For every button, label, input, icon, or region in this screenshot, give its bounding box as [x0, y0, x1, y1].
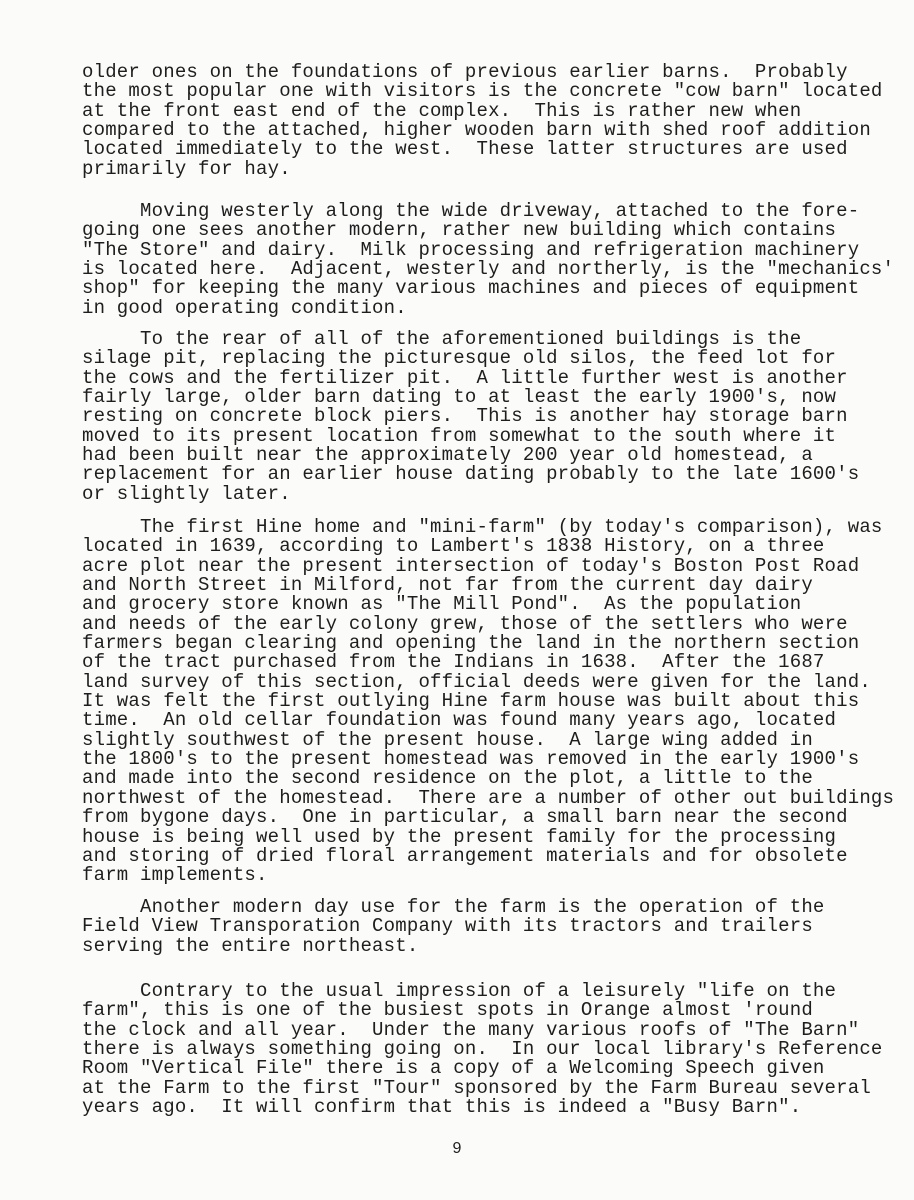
text-line: replacement for an earlier house dating probably to the late 1600's	[82, 463, 860, 486]
text-line: slightly southwest of the present house. A large wing added in	[82, 728, 813, 751]
text-line: older ones on the foundations of previous earlier barns. Probably	[82, 61, 848, 83]
text-line: years ago. It will confirm that this is indeed a "Busy Barn".	[82, 1096, 802, 1119]
text-line: moved to its present location from somewhat to the south where it	[82, 424, 837, 447]
paragraph	[82, 63, 883, 179]
text-line: of the tract purchased from the Indians in 1638. After the 1687	[82, 651, 825, 674]
text-line: farmers began clearing and opening the land in the northern section	[82, 632, 860, 655]
text-line: going one sees another modern, rather new building which contains	[82, 219, 837, 242]
text-line: Another modern day use for the farm is the operation of the	[82, 896, 825, 918]
text-line: shop" for keeping the many various machines and pieces of equipment	[82, 277, 860, 300]
text-line: and made into the second residence on the plot, a little to the	[82, 767, 813, 790]
text-line: located immediately to the west. These latter structures are used	[82, 138, 848, 161]
text-line: compared to the attached, higher wooden barn with shed roof addition	[82, 119, 871, 142]
text-line: time. An old cellar foundation was found many years ago, located	[82, 709, 837, 732]
paragraph	[82, 202, 894, 318]
text-line: acre plot near the present intersection of today's Boston Post Road	[82, 554, 860, 577]
paragraph	[82, 898, 825, 956]
text-line: farm", this is one of the busiest spots in Orange almost 'round	[82, 999, 813, 1022]
text-line: "The Store" and dairy. Milk processing and refrigeration machinery	[82, 238, 860, 261]
text-line: Room "Vertical File" there is a copy of a Welcoming Speech given	[82, 1057, 825, 1080]
text-line: or slightly later.	[82, 482, 291, 505]
text-line: resting on concrete block piers. This is another hay storage barn	[82, 405, 848, 428]
text-line: primarily for hay.	[82, 157, 291, 180]
text-line: farm implements.	[82, 864, 268, 887]
text-line: and North Street in Milford, not far from the current day dairy	[82, 574, 813, 597]
text-line: It was felt the first outlying Hine farm house was built about this	[82, 690, 860, 713]
text-line: had been built near the approximately 200 year old homestead, a	[82, 444, 813, 467]
text-line: the 1800's to the present homestead was removed in the early 1900's	[82, 748, 860, 771]
text-line: the most popular one with visitors is the concrete "cow barn" located	[82, 80, 883, 103]
text-line: fairly large, older barn dating to at least the early 1900's, now	[82, 386, 837, 409]
text-line: located in 1639, according to Lambert's 1838 History, on a three	[82, 535, 825, 558]
text-line: house is being well used by the present family for the processing	[82, 825, 837, 848]
text-line: and needs of the early colony grew, those of the settlers who were	[82, 612, 848, 635]
text-line: To the rear of all of the aforementioned buildings is the	[82, 328, 802, 350]
text-line: the clock and all year. Under the many various roofs of "The Barn"	[82, 1018, 860, 1041]
text-line: northwest of the homestead. There are a number of other out buildings	[82, 786, 895, 809]
text-line: the cows and the fertilizer pit. A little further west is another	[82, 366, 848, 389]
text-line: at the front east end of the complex. This is rather new when	[82, 99, 802, 122]
text-line: land survey of this section, official deeds were given for the land.	[82, 670, 871, 693]
text-line: serving the entire northeast.	[82, 934, 419, 957]
paragraph	[82, 330, 859, 504]
text-line: is located here. Adjacent, westerly and northerly, is the "mechanics'	[82, 258, 895, 281]
text-line: and grocery store known as "The Mill Pond". As the population	[82, 593, 802, 616]
text-line: Moving westerly along the wide driveway, attached to the fore-	[82, 200, 860, 222]
text-line: in good operating condition.	[82, 296, 407, 319]
text-line: The first Hine home and "mini-farm" (by today's comparison), was	[82, 516, 883, 538]
paragraph	[82, 518, 894, 886]
text-line: Field View Transporation Company with its tractors and trailers	[82, 915, 813, 938]
text-line: there is always something going on. In our local library's Reference	[82, 1038, 883, 1061]
text-line: at the Farm to the first "Tour" sponsored by the Farm Bureau several	[82, 1076, 871, 1099]
paragraph	[82, 982, 883, 1117]
text-line: from bygone days. One in particular, a small barn near the second	[82, 806, 848, 829]
text-line: Contrary to the usual impression of a leisurely "life on the	[82, 980, 837, 1002]
text-line: silage pit, replacing the picturesque old silos, the feed lot for	[82, 347, 837, 370]
text-line: and storing of dried floral arrangement materials and for obsolete	[82, 844, 848, 867]
page-number: 9	[452, 1140, 462, 1157]
